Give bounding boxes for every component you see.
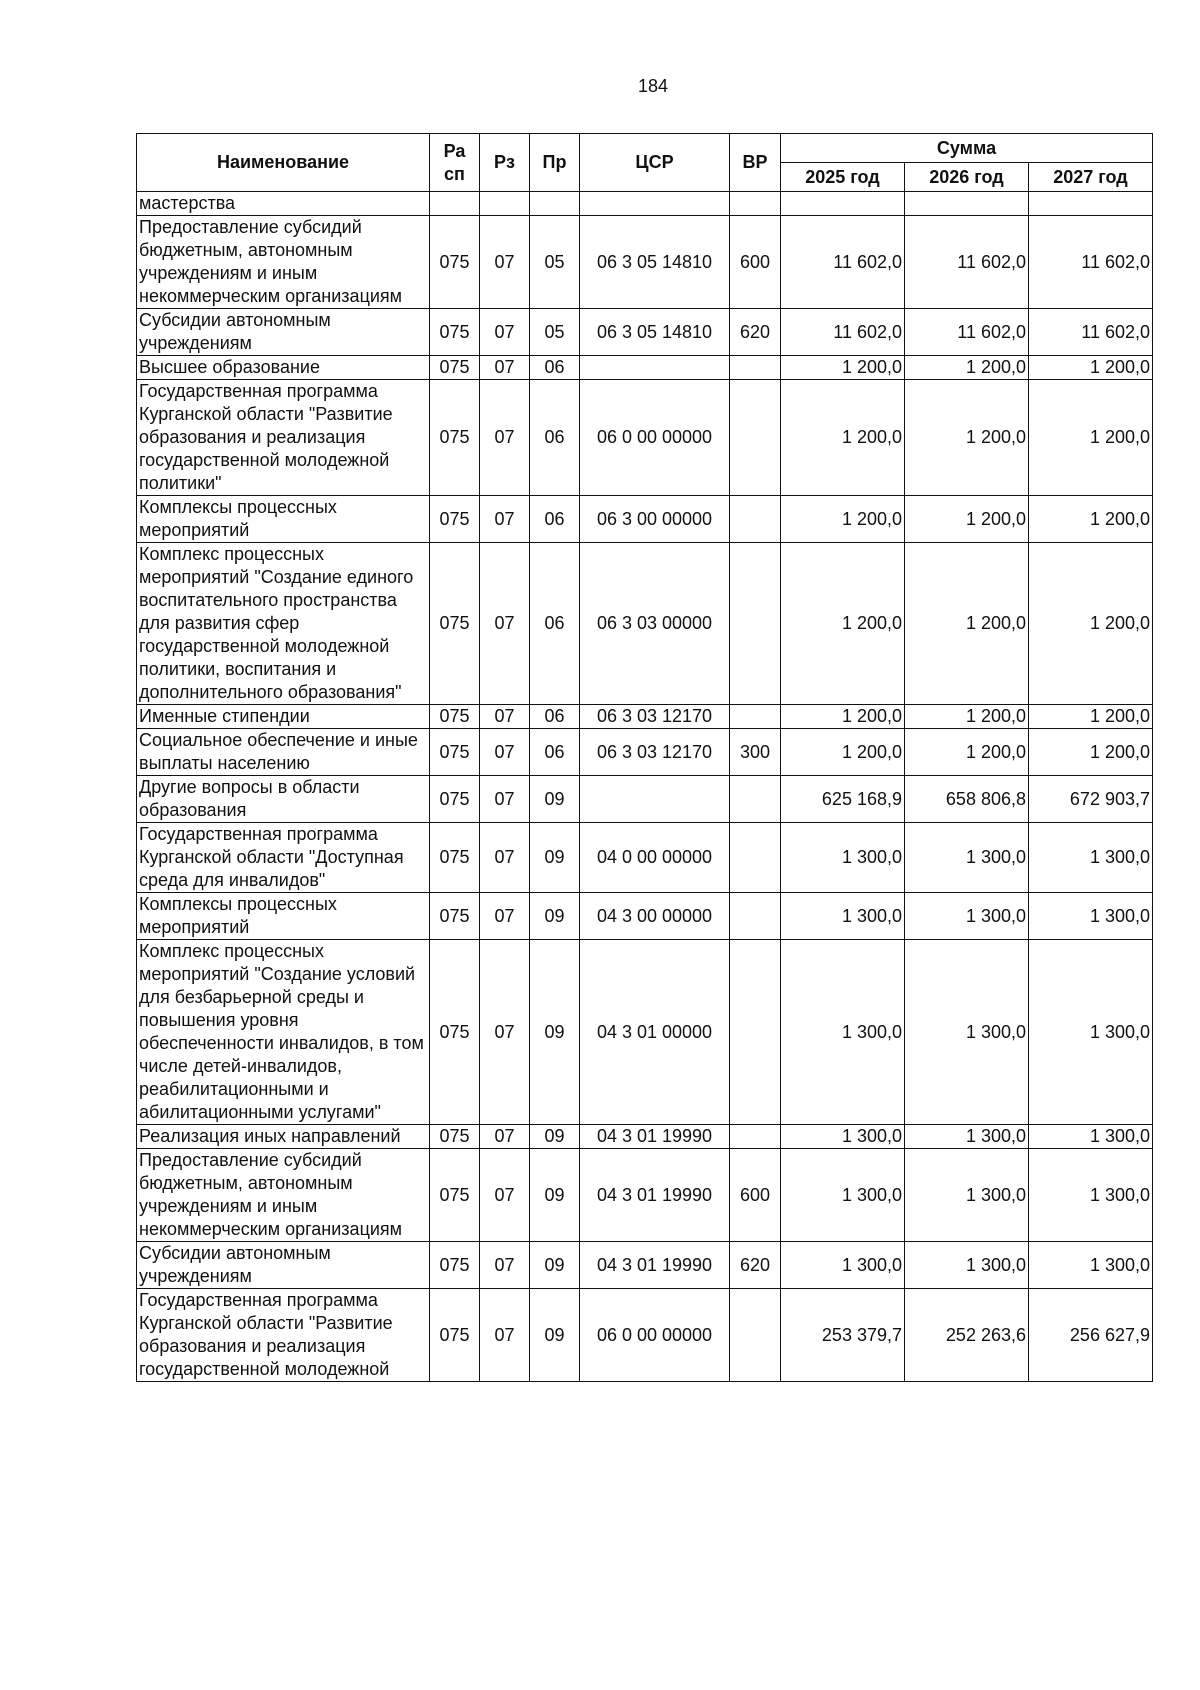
- cell-csr: 06 3 05 14810: [580, 216, 730, 309]
- cell-amount-2026: 658 806,8: [905, 776, 1029, 823]
- header-csr: ЦСР: [580, 134, 730, 192]
- cell-amount-2025: [781, 192, 905, 216]
- cell-amount-2026: 1 200,0: [905, 729, 1029, 776]
- cell-rasp: 075: [430, 729, 480, 776]
- cell-amount-2027: 1 300,0: [1029, 893, 1153, 940]
- table-row: [137, 356, 1153, 380]
- cell-amount-2025: 1 300,0: [781, 893, 905, 940]
- cell-rasp: 075: [430, 1149, 480, 1242]
- cell-amount-2025: 1 200,0: [781, 543, 905, 705]
- cell-pr: 06: [530, 496, 580, 543]
- header-rz: Рз: [480, 134, 530, 192]
- header-sum: Сумма: [781, 134, 1153, 163]
- cell-amount-2027: [1029, 192, 1153, 216]
- table-row: [137, 309, 1153, 356]
- cell-vr: [730, 496, 781, 543]
- cell-vr: [730, 356, 781, 380]
- cell-name: Комплексы процессных мероприятий: [137, 496, 430, 543]
- table-row: [137, 216, 1153, 309]
- cell-rz: 07: [480, 1242, 530, 1289]
- cell-pr: 06: [530, 380, 580, 496]
- cell-pr: 09: [530, 940, 580, 1125]
- cell-csr: [580, 192, 730, 216]
- cell-csr: 06 3 03 00000: [580, 543, 730, 705]
- cell-name: Предоставление субсидий бюджетным, автономным учреждениям и иным некоммерческим организациям: [137, 1149, 430, 1242]
- cell-csr: 04 3 00 00000: [580, 893, 730, 940]
- cell-amount-2027: 1 300,0: [1029, 1242, 1153, 1289]
- cell-name: Комплекс процессных мероприятий "Создание условий для безбарьерной среды и повышения уровня обеспеченности инвалидов, в том числе детей-инвалидов, реабилитационными и абилитационными услугами": [137, 940, 430, 1125]
- table-row: [137, 1125, 1153, 1149]
- cell-csr: [580, 356, 730, 380]
- cell-amount-2027: 1 200,0: [1029, 356, 1153, 380]
- cell-vr: 620: [730, 1242, 781, 1289]
- cell-name: мастерства: [137, 192, 430, 216]
- header-year-2027: 2027 год: [1029, 163, 1153, 192]
- cell-amount-2025: 11 602,0: [781, 216, 905, 309]
- cell-amount-2025: 1 300,0: [781, 823, 905, 893]
- cell-csr: [580, 776, 730, 823]
- cell-vr: 620: [730, 309, 781, 356]
- cell-name: Субсидии автономным учреждениям: [137, 309, 430, 356]
- cell-amount-2026: 1 200,0: [905, 380, 1029, 496]
- cell-amount-2027: 1 200,0: [1029, 729, 1153, 776]
- cell-vr: [730, 823, 781, 893]
- cell-pr: 09: [530, 1125, 580, 1149]
- cell-vr: [730, 940, 781, 1125]
- cell-rz: 07: [480, 893, 530, 940]
- cell-rasp: 075: [430, 543, 480, 705]
- cell-csr: 06 0 00 00000: [580, 380, 730, 496]
- cell-pr: [530, 192, 580, 216]
- cell-rasp: 075: [430, 823, 480, 893]
- cell-amount-2025: 1 300,0: [781, 1125, 905, 1149]
- cell-rz: 07: [480, 1149, 530, 1242]
- cell-rasp: 075: [430, 380, 480, 496]
- header-name: Наименование: [137, 134, 430, 192]
- cell-rasp: 075: [430, 1125, 480, 1149]
- cell-amount-2027: 1 300,0: [1029, 1149, 1153, 1242]
- cell-amount-2026: [905, 192, 1029, 216]
- cell-amount-2026: 1 200,0: [905, 496, 1029, 543]
- cell-pr: 06: [530, 356, 580, 380]
- cell-csr: 04 3 01 19990: [580, 1149, 730, 1242]
- cell-name: Комплекс процессных мероприятий "Создание единого воспитательного пространства для развития сфер государственной молодежной политики, воспитания и дополнительного образования": [137, 543, 430, 705]
- cell-name: Государственная программа Курганской области "Развитие образования и реализация государственной молодежной: [137, 1289, 430, 1382]
- cell-rz: 07: [480, 496, 530, 543]
- cell-pr: 06: [530, 705, 580, 729]
- table-row: [137, 1289, 1153, 1382]
- cell-pr: 09: [530, 776, 580, 823]
- page-number: 184: [637, 76, 669, 96]
- cell-rz: 07: [480, 1125, 530, 1149]
- cell-name: Другие вопросы в области образования: [137, 776, 430, 823]
- header-vr: ВР: [730, 134, 781, 192]
- cell-amount-2025: 625 168,9: [781, 776, 905, 823]
- cell-vr: [730, 1289, 781, 1382]
- table-body: [137, 192, 1153, 1382]
- cell-amount-2027: 11 602,0: [1029, 216, 1153, 309]
- header-rasp: Ра сп: [430, 134, 480, 192]
- cell-amount-2026: 252 263,6: [905, 1289, 1029, 1382]
- cell-rasp: 075: [430, 496, 480, 543]
- cell-amount-2027: 1 200,0: [1029, 543, 1153, 705]
- cell-amount-2027: 11 602,0: [1029, 309, 1153, 356]
- cell-amount-2026: 1 200,0: [905, 543, 1029, 705]
- table-row: [137, 496, 1153, 543]
- cell-rz: 07: [480, 1289, 530, 1382]
- header-year-2025: 2025 год: [781, 163, 905, 192]
- cell-amount-2027: 672 903,7: [1029, 776, 1153, 823]
- cell-rz: 07: [480, 216, 530, 309]
- cell-csr: 04 3 01 19990: [580, 1125, 730, 1149]
- cell-amount-2026: 1 200,0: [905, 356, 1029, 380]
- cell-rasp: 075: [430, 356, 480, 380]
- cell-name: Предоставление субсидий бюджетным, автономным учреждениям и иным некоммерческим организациям: [137, 216, 430, 309]
- cell-amount-2025: 1 300,0: [781, 1242, 905, 1289]
- cell-pr: 05: [530, 216, 580, 309]
- cell-csr: 06 3 00 00000: [580, 496, 730, 543]
- cell-pr: 09: [530, 823, 580, 893]
- cell-rasp: 075: [430, 705, 480, 729]
- cell-amount-2026: 1 300,0: [905, 1149, 1029, 1242]
- cell-csr: 04 3 01 19990: [580, 1242, 730, 1289]
- table-row: [137, 380, 1153, 496]
- table-row: [137, 729, 1153, 776]
- cell-csr: 04 3 01 00000: [580, 940, 730, 1125]
- cell-amount-2027: 1 300,0: [1029, 940, 1153, 1125]
- cell-amount-2025: 1 200,0: [781, 729, 905, 776]
- budget-table: [136, 133, 1153, 1382]
- cell-csr: 04 0 00 00000: [580, 823, 730, 893]
- cell-rasp: 075: [430, 776, 480, 823]
- cell-pr: 05: [530, 309, 580, 356]
- cell-vr: [730, 543, 781, 705]
- cell-rz: 07: [480, 356, 530, 380]
- cell-rasp: [430, 192, 480, 216]
- cell-rz: 07: [480, 705, 530, 729]
- cell-amount-2026: 1 300,0: [905, 940, 1029, 1125]
- cell-amount-2026: 1 300,0: [905, 1125, 1029, 1149]
- cell-vr: [730, 776, 781, 823]
- cell-pr: 06: [530, 729, 580, 776]
- cell-amount-2027: 256 627,9: [1029, 1289, 1153, 1382]
- header-pr: Пр: [530, 134, 580, 192]
- cell-amount-2026: 1 300,0: [905, 893, 1029, 940]
- table-row: [137, 823, 1153, 893]
- cell-name: Субсидии автономным учреждениям: [137, 1242, 430, 1289]
- cell-vr: 600: [730, 216, 781, 309]
- cell-csr: 06 0 00 00000: [580, 1289, 730, 1382]
- cell-rasp: 075: [430, 309, 480, 356]
- cell-rasp: 075: [430, 216, 480, 309]
- cell-rz: 07: [480, 823, 530, 893]
- cell-vr: 300: [730, 729, 781, 776]
- cell-pr: 09: [530, 893, 580, 940]
- table-row: [137, 893, 1153, 940]
- cell-amount-2026: 1 200,0: [905, 705, 1029, 729]
- cell-name: Государственная программа Курганской области "Развитие образования и реализация государственной молодежной политики": [137, 380, 430, 496]
- cell-amount-2025: 253 379,7: [781, 1289, 905, 1382]
- cell-name: Государственная программа Курганской области "Доступная среда для инвалидов": [137, 823, 430, 893]
- cell-csr: 06 3 03 12170: [580, 729, 730, 776]
- cell-pr: 09: [530, 1242, 580, 1289]
- cell-name: Комплексы процессных мероприятий: [137, 893, 430, 940]
- cell-vr: 600: [730, 1149, 781, 1242]
- cell-amount-2027: 1 300,0: [1029, 1125, 1153, 1149]
- cell-csr: 06 3 03 12170: [580, 705, 730, 729]
- cell-amount-2025: 1 200,0: [781, 496, 905, 543]
- table-row: [137, 192, 1153, 216]
- cell-vr: [730, 893, 781, 940]
- cell-name: Именные стипендии: [137, 705, 430, 729]
- cell-rasp: 075: [430, 893, 480, 940]
- table-row: [137, 776, 1153, 823]
- cell-name: Социальное обеспечение и иные выплаты населению: [137, 729, 430, 776]
- table-row: [137, 1242, 1153, 1289]
- cell-vr: [730, 192, 781, 216]
- table-row: [137, 940, 1153, 1125]
- cell-vr: [730, 705, 781, 729]
- cell-pr: 06: [530, 543, 580, 705]
- cell-name: Высшее образование: [137, 356, 430, 380]
- cell-rz: 07: [480, 380, 530, 496]
- cell-amount-2027: 1 200,0: [1029, 380, 1153, 496]
- header-year-2026: 2026 год: [905, 163, 1029, 192]
- cell-amount-2026: 1 300,0: [905, 1242, 1029, 1289]
- cell-vr: [730, 380, 781, 496]
- cell-amount-2025: 1 200,0: [781, 356, 905, 380]
- table-header: [137, 134, 1153, 192]
- cell-pr: 09: [530, 1289, 580, 1382]
- cell-rz: 07: [480, 543, 530, 705]
- cell-rasp: 075: [430, 1242, 480, 1289]
- cell-amount-2027: 1 200,0: [1029, 705, 1153, 729]
- table-row: [137, 543, 1153, 705]
- cell-rz: 07: [480, 940, 530, 1125]
- cell-name: Реализация иных направлений: [137, 1125, 430, 1149]
- cell-rasp: 075: [430, 1289, 480, 1382]
- cell-amount-2026: 1 300,0: [905, 823, 1029, 893]
- cell-amount-2025: 1 300,0: [781, 1149, 905, 1242]
- cell-amount-2025: 11 602,0: [781, 309, 905, 356]
- cell-rz: 07: [480, 729, 530, 776]
- cell-amount-2025: 1 200,0: [781, 380, 905, 496]
- cell-amount-2025: 1 300,0: [781, 940, 905, 1125]
- cell-amount-2027: 1 300,0: [1029, 823, 1153, 893]
- cell-rz: 07: [480, 776, 530, 823]
- table-row: [137, 1149, 1153, 1242]
- cell-amount-2027: 1 200,0: [1029, 496, 1153, 543]
- cell-pr: 09: [530, 1149, 580, 1242]
- cell-rz: [480, 192, 530, 216]
- cell-amount-2026: 11 602,0: [905, 216, 1029, 309]
- cell-vr: [730, 1125, 781, 1149]
- cell-csr: 06 3 05 14810: [580, 309, 730, 356]
- cell-amount-2026: 11 602,0: [905, 309, 1029, 356]
- cell-rz: 07: [480, 309, 530, 356]
- cell-rasp: 075: [430, 940, 480, 1125]
- table-row: [137, 705, 1153, 729]
- cell-amount-2025: 1 200,0: [781, 705, 905, 729]
